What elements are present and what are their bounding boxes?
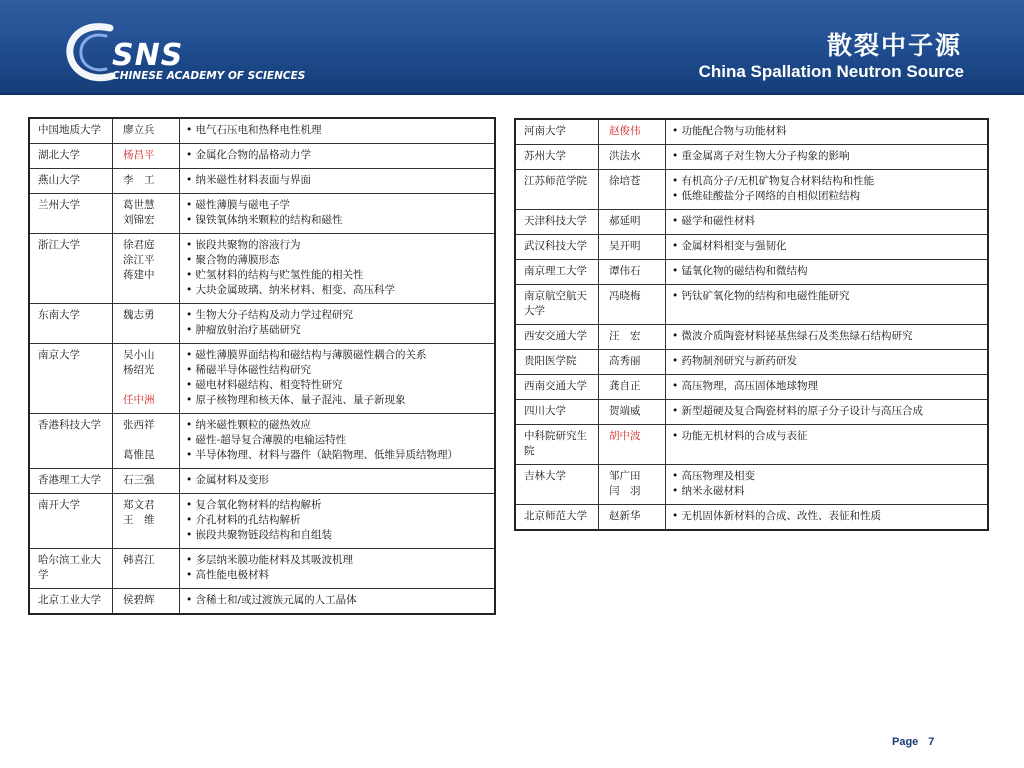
researcher-name: 谭伟石 — [609, 265, 641, 277]
table-row — [515, 400, 988, 425]
researcher-cell — [599, 465, 666, 505]
researcher-name: 李 工 — [123, 174, 155, 186]
researcher-name: 韩喜江 — [123, 554, 155, 566]
research-topic: • 新型超硬及复合陶瓷材料的原子分子设计与高压合成 — [672, 404, 981, 419]
researcher-cell — [599, 285, 666, 325]
research-topic: • 低维硅酸盐分子网络的自相似团粒结构 — [672, 189, 981, 204]
university-cell: 南京航空航天大学 — [515, 285, 599, 325]
university-cell: 兰州大学 — [29, 194, 113, 234]
table-row — [29, 118, 495, 144]
research-topic: • 镍铁氧体纳米颗粒的结构和磁性 — [186, 213, 488, 228]
research-topic: • 无机固体新材料的合成、改性、表征和性质 — [672, 509, 981, 524]
university-cell: 北京工业大学 — [29, 589, 113, 615]
right-table — [514, 118, 989, 531]
table-row — [515, 210, 988, 235]
research-topic: • 高压物理，高压固体地球物理 — [672, 379, 981, 394]
university-cell: 北京师范大学 — [515, 505, 599, 531]
research-topic: • 原子核物理和核天体、量子混沌、量子新现象 — [186, 393, 488, 408]
topics-cell — [180, 118, 496, 144]
research-topic: • 磁性薄膜与磁电子学 — [186, 198, 488, 213]
topics-cell — [180, 589, 496, 615]
researcher-name: 侯碧辉 — [123, 594, 155, 606]
university-cell: 哈尔滨工业大学 — [29, 549, 113, 589]
researcher-name — [123, 378, 173, 393]
researcher-name: 高秀丽 — [609, 355, 641, 367]
table-row — [515, 375, 988, 400]
table-row — [515, 465, 988, 505]
topics-cell — [666, 260, 989, 285]
table-row — [515, 119, 988, 145]
researcher-name: 杨绍光 — [123, 364, 155, 376]
researcher-cell — [599, 170, 666, 210]
researcher-name: 魏志勇 — [123, 309, 155, 321]
title-chinese: 散裂中子源 — [826, 31, 962, 60]
title-english: China Spallation Neutron Source — [698, 62, 964, 81]
topics-cell — [666, 350, 989, 375]
researcher-name: 王 维 — [123, 514, 155, 526]
topics-cell — [180, 169, 496, 194]
researcher-name: 洪法水 — [609, 150, 641, 162]
researcher-name: 石三强 — [123, 474, 155, 486]
researcher-name: 吴小山 — [123, 349, 155, 361]
university-cell: 南京大学 — [29, 344, 113, 414]
topics-cell — [666, 170, 989, 210]
researcher-name: 涂江平 — [123, 254, 155, 266]
topics-cell — [666, 375, 989, 400]
table-row — [29, 304, 495, 344]
researcher-cell — [113, 144, 180, 169]
researcher-cell — [599, 119, 666, 145]
research-topic: • 大块金属玻璃、纳米材料、相变、高压科学 — [186, 283, 488, 298]
table-row — [515, 235, 988, 260]
researcher-cell — [599, 145, 666, 170]
university-cell: 浙江大学 — [29, 234, 113, 304]
table-row — [29, 494, 495, 549]
left-table — [28, 117, 496, 615]
topics-cell — [180, 234, 496, 304]
researcher-cell — [599, 505, 666, 531]
research-topic: • 半导体物理、材料与器件（缺陷物理、低维异质结物理） — [186, 448, 488, 463]
university-cell: 西安交通大学 — [515, 325, 599, 350]
topics-cell — [180, 414, 496, 469]
researcher-name: 张西祥 — [123, 419, 155, 431]
researcher-name: 徐培苍 — [609, 175, 641, 187]
researcher-name: 杨昌平 — [123, 149, 155, 161]
table-row — [515, 505, 988, 531]
researcher-name: 胡中波 — [609, 430, 641, 442]
research-topic: • 嵌段共聚物链段结构和自组装 — [186, 528, 488, 543]
topics-cell — [666, 465, 989, 505]
university-cell: 四川大学 — [515, 400, 599, 425]
researcher-cell — [113, 494, 180, 549]
researcher-name: 邹广田 — [609, 470, 641, 482]
university-cell: 香港科技大学 — [29, 414, 113, 469]
topics-cell — [666, 119, 989, 145]
researcher-name: 赵新华 — [609, 510, 641, 522]
research-topic: • 锰氧化物的磁结构和微结构 — [672, 264, 981, 279]
researcher-cell — [599, 325, 666, 350]
university-cell: 贵阳医学院 — [515, 350, 599, 375]
university-cell: 东南大学 — [29, 304, 113, 344]
researcher-name — [123, 433, 173, 448]
researcher-name: 任中洲 — [123, 394, 155, 406]
researcher-cell — [113, 344, 180, 414]
topics-cell — [180, 344, 496, 414]
topics-cell — [180, 469, 496, 494]
topics-cell — [666, 505, 989, 531]
research-topic: • 金属化合物的晶格动力学 — [186, 148, 488, 163]
table-row — [515, 285, 988, 325]
header-banner — [0, 0, 1024, 95]
researcher-name: 闫 羽 — [609, 485, 641, 497]
research-topic: • 重金属离子对生物大分子构象的影响 — [672, 149, 981, 164]
researcher-cell — [599, 235, 666, 260]
research-topic: • 电气石压电和热释电性机理 — [186, 123, 488, 138]
research-topic: • 嵌段共聚物的溶液行为 — [186, 238, 488, 253]
table-row — [515, 350, 988, 375]
research-topic: • 功能配合物与功能材料 — [672, 124, 981, 139]
topics-cell — [180, 144, 496, 169]
research-topic: • 生物大分子结构及动力学过程研究 — [186, 308, 488, 323]
research-topic: • 磁电材料磁结构、相变特性研究 — [186, 378, 488, 393]
research-topic: • 功能无机材料的合成与表征 — [672, 429, 981, 444]
research-topic: • 多层纳米膜功能材料及其吸波机理 — [186, 553, 488, 568]
logo-subtitle: CHINESE ACADEMY OF SCIENCES — [112, 70, 306, 82]
researcher-cell — [599, 260, 666, 285]
researcher-cell — [113, 414, 180, 469]
researcher-cell — [599, 375, 666, 400]
researcher-cell — [113, 549, 180, 589]
sns-logo — [66, 20, 306, 86]
table-row — [29, 469, 495, 494]
table-row — [515, 145, 988, 170]
researcher-name: 吴开明 — [609, 240, 641, 252]
table-row — [29, 549, 495, 589]
researcher-cell — [599, 425, 666, 465]
researcher-name: 郝延明 — [609, 215, 641, 227]
researcher-cell — [113, 304, 180, 344]
university-cell: 燕山大学 — [29, 169, 113, 194]
table-row — [515, 325, 988, 350]
table-row — [515, 260, 988, 285]
researcher-cell — [113, 194, 180, 234]
topics-cell — [666, 400, 989, 425]
university-cell: 香港理工大学 — [29, 469, 113, 494]
researcher-name: 葛惟昆 — [123, 449, 155, 461]
university-cell: 河南大学 — [515, 119, 599, 145]
research-topic: • 有机高分子/无机矿物复合材料结构和性能 — [672, 174, 981, 189]
researcher-name: 赵俊伟 — [609, 125, 641, 137]
research-topic: • 含稀土和/或过渡族元属的人工晶体 — [186, 593, 488, 608]
table-row — [29, 414, 495, 469]
table-row — [29, 194, 495, 234]
table-row — [29, 344, 495, 414]
topics-cell — [180, 304, 496, 344]
research-topic: • 金属材料相变与强韧化 — [672, 239, 981, 254]
table-row — [29, 169, 495, 194]
university-cell: 西南交通大学 — [515, 375, 599, 400]
researcher-cell — [113, 118, 180, 144]
researcher-cell — [599, 350, 666, 375]
researcher-cell — [113, 469, 180, 494]
research-topic: • 贮氢材料的结构与贮氢性能的相关性 — [186, 268, 488, 283]
university-cell: 南京理工大学 — [515, 260, 599, 285]
research-topic: • 金属材料及变形 — [186, 473, 488, 488]
research-topic: • 高压物理及相变 — [672, 469, 981, 484]
researcher-cell — [599, 400, 666, 425]
university-cell: 吉林大学 — [515, 465, 599, 505]
research-topic: • 磁性薄膜界面结构和磁结构与薄膜磁性耦合的关系 — [186, 348, 488, 363]
university-cell: 中国地质大学 — [29, 118, 113, 144]
researcher-name: 贺端威 — [609, 405, 641, 417]
university-cell: 中科院研究生院 — [515, 425, 599, 465]
table-row — [29, 144, 495, 169]
topics-cell — [666, 210, 989, 235]
topics-cell — [180, 494, 496, 549]
topics-cell — [666, 235, 989, 260]
university-cell: 天津科技大学 — [515, 210, 599, 235]
researcher-name: 廖立兵 — [123, 124, 155, 136]
research-topic: • 纳米永磁材料 — [672, 484, 981, 499]
research-topic: • 纳米磁性颗粒的磁热效应 — [186, 418, 488, 433]
table-row — [29, 589, 495, 615]
topics-cell — [666, 145, 989, 170]
research-topic: • 钙钛矿氧化物的结构和电磁性能研究 — [672, 289, 981, 304]
researcher-name: 葛世慧 — [123, 199, 155, 211]
university-cell: 江苏师范学院 — [515, 170, 599, 210]
researcher-name: 冯晓梅 — [609, 290, 641, 302]
researcher-name: 汪 宏 — [609, 330, 641, 342]
university-cell: 苏州大学 — [515, 145, 599, 170]
research-topic: • 聚合物的薄膜形态 — [186, 253, 488, 268]
research-topic: • 药物制剂研究与新药研发 — [672, 354, 981, 369]
university-cell: 南开大学 — [29, 494, 113, 549]
research-topic: • 微波介质陶瓷材料铋基焦绿石及类焦绿石结构研究 — [672, 329, 981, 344]
topics-cell — [666, 285, 989, 325]
university-cell: 武汉科技大学 — [515, 235, 599, 260]
researcher-cell — [113, 169, 180, 194]
research-topic: • 介孔材料的孔结构解析 — [186, 513, 488, 528]
researcher-cell — [113, 589, 180, 615]
researcher-name: 蒋建中 — [123, 269, 155, 281]
page-footer — [892, 736, 934, 748]
topics-cell — [180, 549, 496, 589]
table-row — [515, 425, 988, 465]
university-cell: 湖北大学 — [29, 144, 113, 169]
topics-cell — [180, 194, 496, 234]
research-topic: • 肿瘤放射治疗基础研究 — [186, 323, 488, 338]
page-number: 7 — [928, 736, 935, 748]
research-topic: • 稀磁半导体磁性结构研究 — [186, 363, 488, 378]
topics-cell — [666, 325, 989, 350]
research-topic: • 磁学和磁性材料 — [672, 214, 981, 229]
logo-text: SNS — [112, 38, 184, 73]
topics-cell — [666, 425, 989, 465]
page-label: Page — [892, 736, 919, 748]
table-row — [515, 170, 988, 210]
table-row — [29, 234, 495, 304]
researcher-name: 刘锦宏 — [123, 214, 155, 226]
researcher-name: 徐君庭 — [123, 239, 155, 251]
researcher-name: 龚自正 — [609, 380, 641, 392]
research-topic: • 纳米磁性材料表面与界面 — [186, 173, 488, 188]
research-topic: • 复合氧化物材料的结构解析 — [186, 498, 488, 513]
research-topic: • 磁性-超导复合薄膜的电输运特性 — [186, 433, 488, 448]
research-topic: • 高性能电极材料 — [186, 568, 488, 583]
researcher-cell — [113, 234, 180, 304]
researcher-cell — [599, 210, 666, 235]
researcher-name: 郑文君 — [123, 499, 155, 511]
